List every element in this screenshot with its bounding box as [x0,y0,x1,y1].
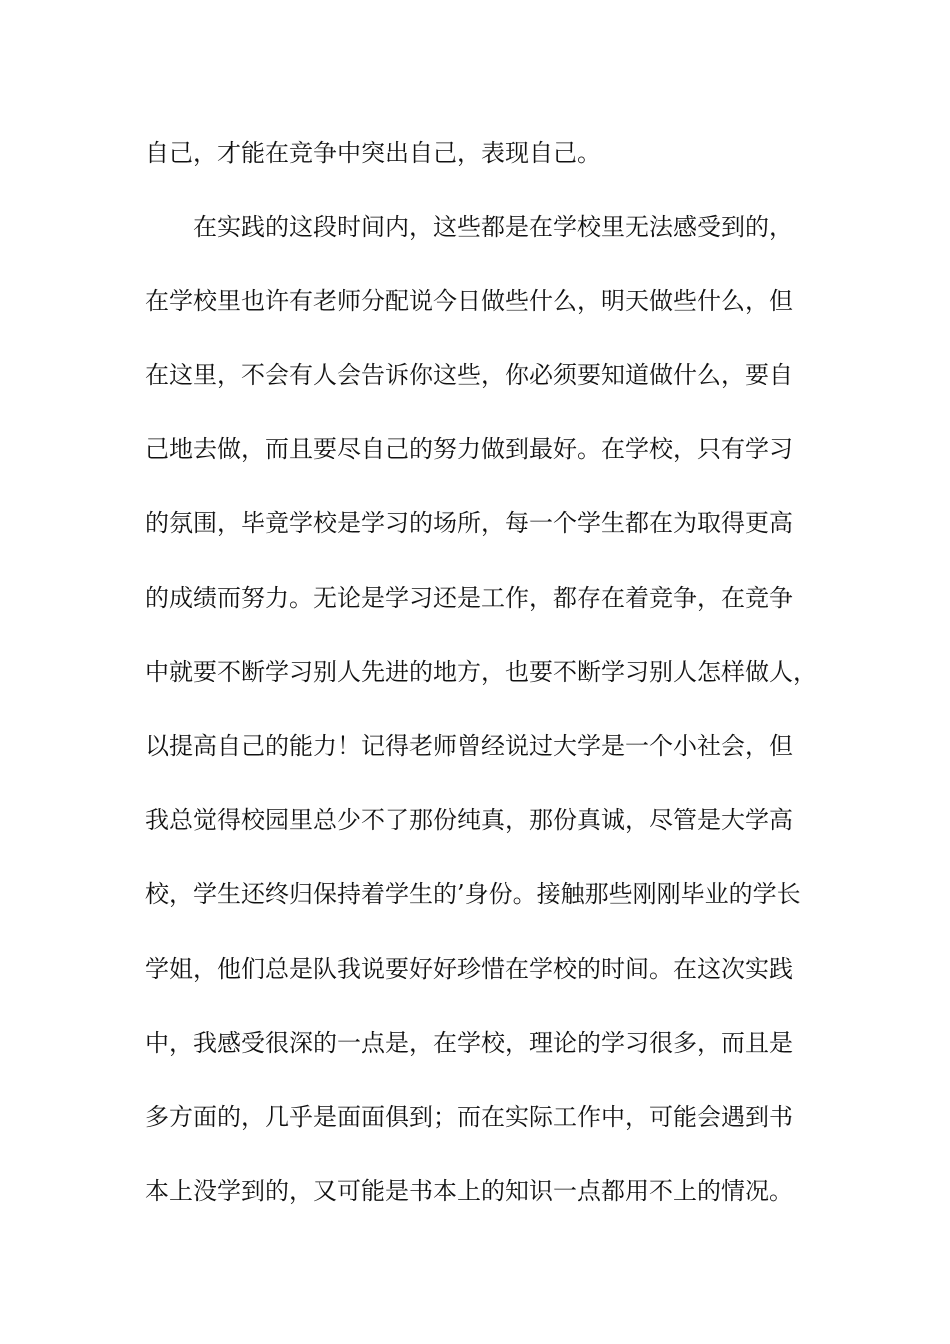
text-line: 我总觉得校园里总少不了那份纯真，那份真诚，尽管是大学高 [145,806,793,834]
text-line: 校，学生还终归保持着学生的’身份。接触那些刚刚毕业的学长 [145,880,801,908]
text-line: 在这里，不会有人会告诉你这些，你必须要知道做什么，要自 [145,361,793,389]
text-line: 中，我感受很深的一点是，在学校，理论的学习很多，而且是 [145,1029,793,1057]
text-line: 本上没学到的，又可能是书本上的知识一点都用不上的情况。 [145,1177,793,1205]
text-line: 以提高自己的能力！记得老师曾经说过大学是一个小社会，但 [145,732,793,760]
paragraph-first-line: 在实践的这段时间内，这些都是在学校里无法感受到的， [193,213,793,241]
text-line: 的成绩而努力。无论是学习还是工作，都存在着竞争，在竞争 [145,584,793,612]
text-line: 学姐，他们总是队我说要好好珍惜在学校的时间。在这次实践 [145,955,793,983]
text-line: 多方面的，几乎是面面俱到；而在实际工作中，可能会遇到书 [145,1103,793,1131]
text-line: 己地去做，而且要尽自己的努力做到最好。在学校，只有学习 [145,435,793,463]
text-line: 的氛围，毕竟学校是学习的场所，每一个学生都在为取得更高 [145,509,793,537]
text-line: 在学校里也许有老师分配说今日做些什么，明天做些什么，但 [145,287,793,315]
text-line: 中就要不断学习别人先进的地方，也要不断学习别人怎样做人， [145,658,817,686]
text-line: 自己，才能在竞争中突出自己，表现自己。 [145,139,601,167]
